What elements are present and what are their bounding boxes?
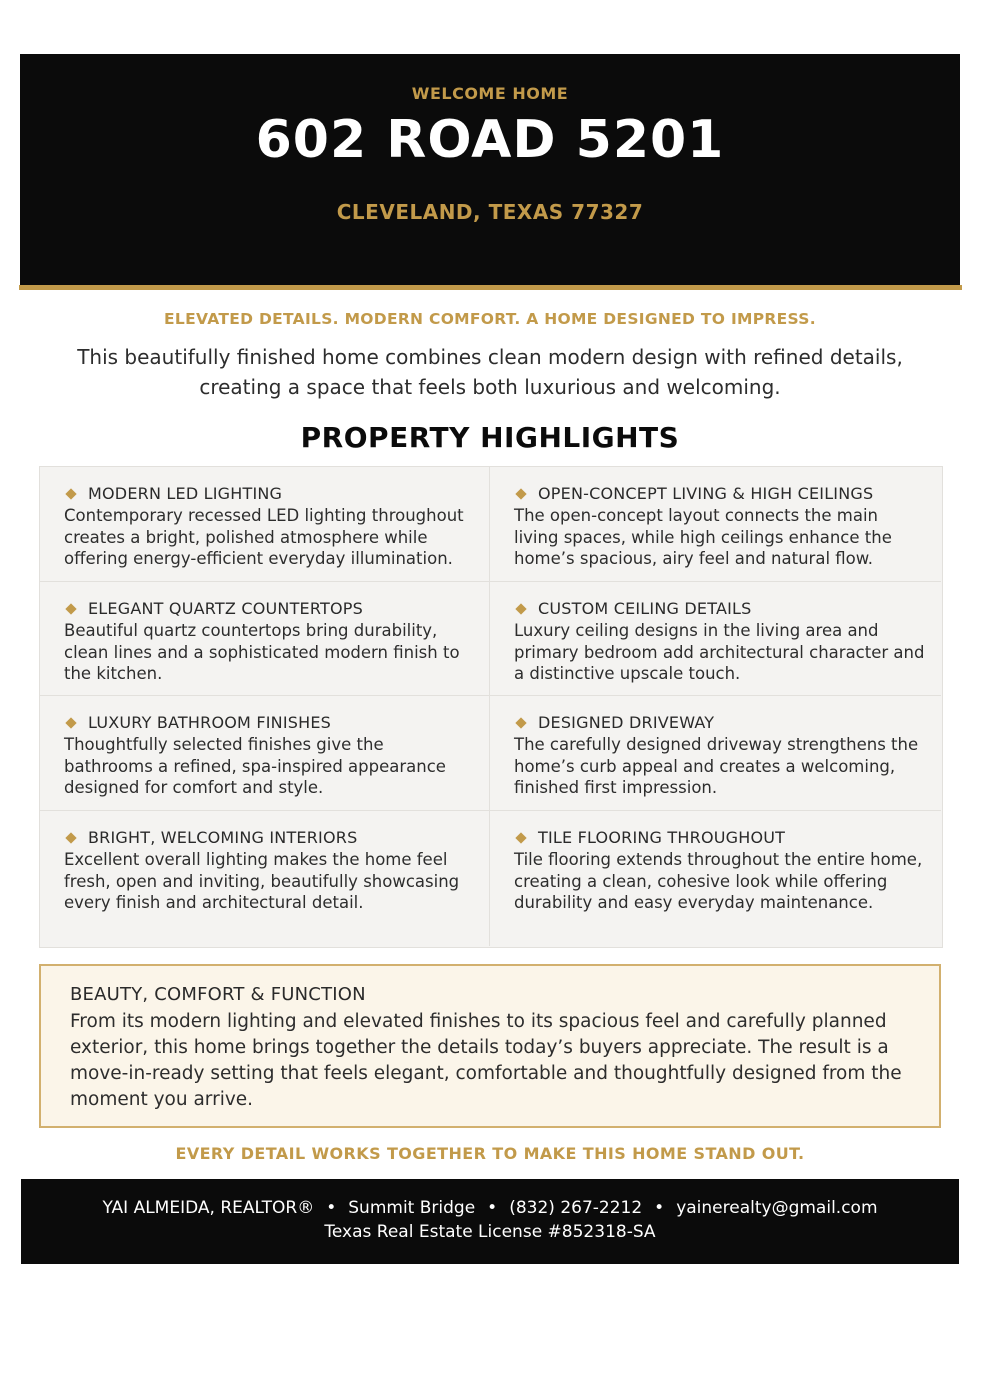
diamond-bullet-icon <box>65 832 76 843</box>
closing-tagline: EVERY DETAIL WORKS TOGETHER TO MAKE THIS HOME STAND OUT. <box>175 1144 805 1163</box>
diamond-bullet-icon <box>65 717 76 728</box>
phone-number[interactable]: (832) 267-2212 <box>509 1198 643 1218</box>
highlight-card <box>490 582 941 696</box>
diamond-bullet-icon <box>515 717 526 728</box>
highlight-text: Luxury ceiling designs in the living area and primary bedroom add architectural character and a distinctive upscale touch. <box>514 621 925 683</box>
separator-bullet: • <box>654 1198 665 1218</box>
brokerage-name: Summit Bridge <box>348 1198 476 1218</box>
footer-contact-line <box>21 1198 959 1218</box>
highlight-text: Contemporary recessed LED lighting throughout creates a bright, polished atmosphere while offering energy-efficient everyday illumination. <box>64 506 464 568</box>
highlight-text: The open-concept layout connects the main living spaces, while high ceilings enhance the home’s spacious, airy feel and natural flow. <box>514 506 892 568</box>
highlight-text: Excellent overall lighting makes the home feel fresh, open and inviting, beautifully showcasing every finish and architectural detail. <box>64 850 460 912</box>
highlight-card <box>40 467 490 582</box>
callout-text: From its modern lighting and elevated finishes to its spacious feel and carefully planned exterior, this home brings together the details today’s buyers appreciate. The result is a move-in-ready setting that feels elegant, comfortable and thoughtfully designed from the moment you arrive. <box>70 1011 902 1110</box>
highlight-card <box>490 467 941 582</box>
highlight-heading: LUXURY BATHROOM FINISHES <box>88 713 331 732</box>
welcome-kicker: WELCOME HOME <box>411 84 569 103</box>
highlight-heading: BRIGHT, WELCOMING INTERIORS <box>88 828 358 847</box>
property-city-line: CLEVELAND, TEXAS 77327 <box>336 200 644 224</box>
highlights-grid <box>39 466 943 948</box>
diamond-bullet-icon <box>515 832 526 843</box>
highlight-heading: CUSTOM CEILING DETAILS <box>538 599 752 618</box>
highlight-text: Tile flooring extends throughout the entire home, creating a clean, cohesive look while offering durability and easy everyday maintenance. <box>514 850 923 912</box>
highlight-card <box>490 696 941 811</box>
intro-paragraph: This beautifully finished home combines clean modern design with refined details, creating a space that feels both luxurious and welcoming. <box>77 345 903 399</box>
property-address-title: 602 ROAD 5201 <box>255 110 725 170</box>
diamond-bullet-icon <box>515 603 526 614</box>
separator-bullet: • <box>487 1198 498 1218</box>
separator-bullet: • <box>326 1198 337 1218</box>
highlight-heading: MODERN LED LIGHTING <box>88 484 283 503</box>
agent-name: YAI ALMEIDA, REALTOR® <box>102 1198 315 1218</box>
highlight-heading: ELEGANT QUARTZ COUNTERTOPS <box>88 599 363 618</box>
tagline: ELEVATED DETAILS. MODERN COMFORT. A HOME DESIGNED TO IMPRESS. <box>164 310 816 328</box>
diamond-bullet-icon <box>65 603 76 614</box>
diamond-bullet-icon <box>65 488 76 499</box>
header-banner <box>20 54 960 286</box>
diamond-bullet-icon <box>515 488 526 499</box>
highlight-heading: DESIGNED DRIVEWAY <box>538 713 715 732</box>
highlight-text: Thoughtfully selected finishes give the bathrooms a refined, spa-inspired appearance designed for comfort and style. <box>64 735 446 797</box>
highlight-text: Beautiful quartz countertops bring durability, clean lines and a sophisticated modern finish to the kitchen. <box>64 621 460 683</box>
header-gold-rule <box>19 285 962 290</box>
highlight-card <box>40 811 490 946</box>
highlight-heading: OPEN-CONCEPT LIVING & HIGH CEILINGS <box>538 484 874 503</box>
highlight-card <box>490 811 941 946</box>
license-line: Texas Real Estate License #852318-SA <box>324 1222 656 1242</box>
highlight-text: The carefully designed driveway strengthens the home’s curb appeal and creates a welcoming, finished first impression. <box>514 735 919 797</box>
callout-heading: BEAUTY, COMFORT & FUNCTION <box>70 984 366 1005</box>
highlight-card <box>40 696 490 811</box>
highlight-card <box>40 582 490 696</box>
highlights-title: PROPERTY HIGHLIGHTS <box>300 421 680 454</box>
footer-banner <box>21 1179 959 1264</box>
email-address[interactable]: yainerealty@gmail.com <box>676 1198 878 1218</box>
highlight-heading: TILE FLOORING THROUGHOUT <box>538 828 786 847</box>
callout-box <box>39 964 941 1128</box>
